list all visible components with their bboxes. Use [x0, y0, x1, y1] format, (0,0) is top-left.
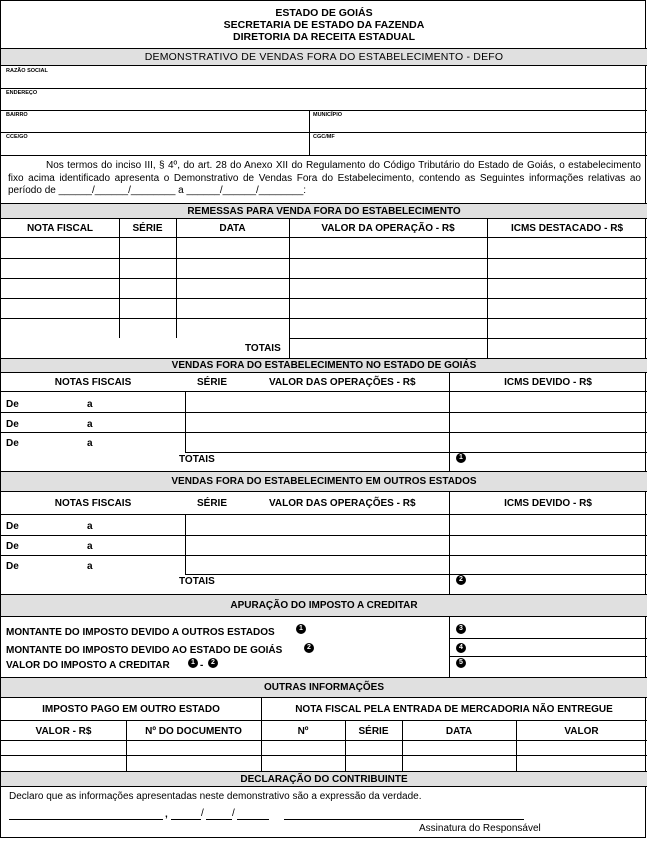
apuracao-line2-marker: 2 — [304, 643, 314, 653]
vout-row1-from: De — [6, 521, 19, 532]
outras-col-documento: Nº DO DOCUMENTO — [145, 726, 242, 737]
vgo-row3-to: a — [87, 438, 93, 449]
signature-label: Assinatura do Responsável — [419, 823, 541, 834]
vgo-row1-from: De — [6, 399, 19, 410]
vout-marker-2: 2 — [456, 575, 466, 585]
date-comma: , — [165, 809, 168, 820]
outras-left-title: IMPOSTO PAGO EM OUTRO ESTADO — [42, 704, 220, 715]
bairro-label: BAIRRO — [6, 112, 28, 118]
apuracao-title: APURAÇÃO DO IMPOSTO A CREDITAR — [1, 594, 647, 617]
vgo-col-notas: NOTAS FISCAIS — [54, 377, 132, 388]
vout-row3-to: a — [87, 561, 93, 572]
remessas-col-data: DATA — [219, 223, 246, 234]
header-line-2: SECRETARIA DE ESTADO DA FAZENDA — [223, 19, 425, 31]
outras-title: OUTRAS INFORMAÇÕES — [1, 677, 647, 698]
apuracao-marker-5: 5 — [456, 658, 466, 668]
vendas-goias-title: VENDAS FORA DO ESTABELECIMENTO NO ESTADO DE GOIÁS — [1, 358, 647, 373]
remessas-col-nota-fiscal: NOTA FISCAL — [26, 223, 94, 234]
intro-paragraph: Nos termos do inciso III, § 4º, do art. 28 do Anexo XII do Regulamento do Código Tributário do Estado de Goiás, o estabelecimento fixo acima identificado apresenta o Demonstrativo de Vendas Fora do Estabelecimento, contendo as Seguintes informações relativas ao período de ______/______/________ a ______/______/________: — [8, 160, 641, 196]
remessas-totais-label: TOTAIS — [245, 343, 281, 354]
vgo-row3-from: De — [6, 438, 19, 449]
apuracao-line1-marker: 1 — [296, 624, 306, 634]
vgo-row2-from: De — [6, 419, 19, 430]
header-line-3: DIRETORIA DA RECEITA ESTADUAL — [232, 31, 415, 43]
vout-col-icms: ICMS DEVIDO - R$ — [504, 498, 592, 509]
municipio-label: MUNICÍPIO — [313, 112, 343, 118]
vout-row3-from: De — [6, 561, 19, 572]
vgo-marker-1: 1 — [456, 453, 466, 463]
date-day-line[interactable] — [171, 819, 201, 820]
outras-col-data: DATA — [445, 726, 473, 737]
ccego-label: CCE/GO — [6, 134, 28, 140]
declaracao-text: Declaro que as informações apresentadas neste demonstrativo são a expressão da verdade. — [9, 791, 422, 802]
vgo-totais-label: TOTAIS — [179, 454, 215, 465]
vgo-row1-to: a — [87, 399, 93, 410]
date-slash-1: / — [201, 808, 204, 819]
date-slash-2: / — [232, 808, 235, 819]
cgcmf-label: CGC/MF — [313, 134, 335, 140]
vout-totais-label: TOTAIS — [179, 576, 215, 587]
date-month-line[interactable] — [206, 819, 232, 820]
outras-col-valor-nf: VALOR — [564, 726, 599, 737]
razao-social-label: RAZÃO SOCIAL — [6, 68, 48, 74]
vout-col-serie: SÉRIE — [197, 498, 228, 509]
vout-row1-to: a — [87, 521, 93, 532]
local-line[interactable] — [9, 819, 163, 820]
vout-row2-to: a — [87, 541, 93, 552]
outras-right-title: NOTA FISCAL PELA ENTRADA DE MERCADORIA NÃO ENTREGUE — [295, 704, 613, 715]
remessas-col-valor: VALOR DA OPERAÇÃO - R$ — [321, 223, 455, 234]
vout-col-notas: NOTAS FISCAIS — [54, 498, 132, 509]
apuracao-marker-4: 4 — [456, 643, 466, 653]
vgo-row2-to: a — [87, 419, 93, 430]
outras-col-valor: VALOR - R$ — [35, 726, 92, 737]
apuracao-formula-a: 1 — [188, 658, 198, 668]
apuracao-marker-3: 3 — [456, 624, 466, 634]
endereco-label: ENDEREÇO — [6, 90, 38, 96]
remessas-title: REMESSAS PARA VENDA FORA DO ESTABELECIMENTO — [1, 203, 647, 219]
apuracao-line3: VALOR DO IMPOSTO A CREDITAR — [6, 660, 170, 671]
vout-row2-from: De — [6, 541, 19, 552]
vgo-col-valor: VALOR DAS OPERAÇÕES - R$ — [269, 377, 416, 388]
signature-line[interactable] — [284, 819, 524, 820]
outras-col-serie: SÉRIE — [358, 726, 389, 737]
outras-col-numero: Nº — [297, 726, 309, 737]
apuracao-line1: MONTANTE DO IMPOSTO DEVIDO A OUTROS ESTADOS — [6, 627, 275, 638]
apuracao-line2: MONTANTE DO IMPOSTO DEVIDO AO ESTADO DE GOIÁS — [6, 645, 283, 656]
vout-col-valor: VALOR DAS OPERAÇÕES - R$ — [269, 498, 416, 509]
declaracao-title: DECLARAÇÃO DO CONTRIBUINTE — [1, 771, 647, 787]
vendas-outros-title: VENDAS FORA DO ESTABELECIMENTO EM OUTROS ESTADOS — [1, 471, 647, 492]
vgo-col-serie: SÉRIE — [197, 377, 228, 388]
vgo-col-icms: ICMS DEVIDO - R$ — [504, 377, 592, 388]
remessas-col-icms: ICMS DESTACADO - R$ — [510, 223, 624, 234]
apuracao-formula-minus: - — [200, 660, 204, 671]
apuracao-formula-b: 2 — [208, 658, 218, 668]
header-line-1: ESTADO DE GOIÁS — [275, 7, 373, 19]
remessas-col-serie: SÉRIE — [132, 223, 163, 234]
date-year-line[interactable] — [237, 819, 269, 820]
form-title: DEMONSTRATIVO DE VENDAS FORA DO ESTABELECIMENTO - DEFO — [1, 48, 647, 66]
